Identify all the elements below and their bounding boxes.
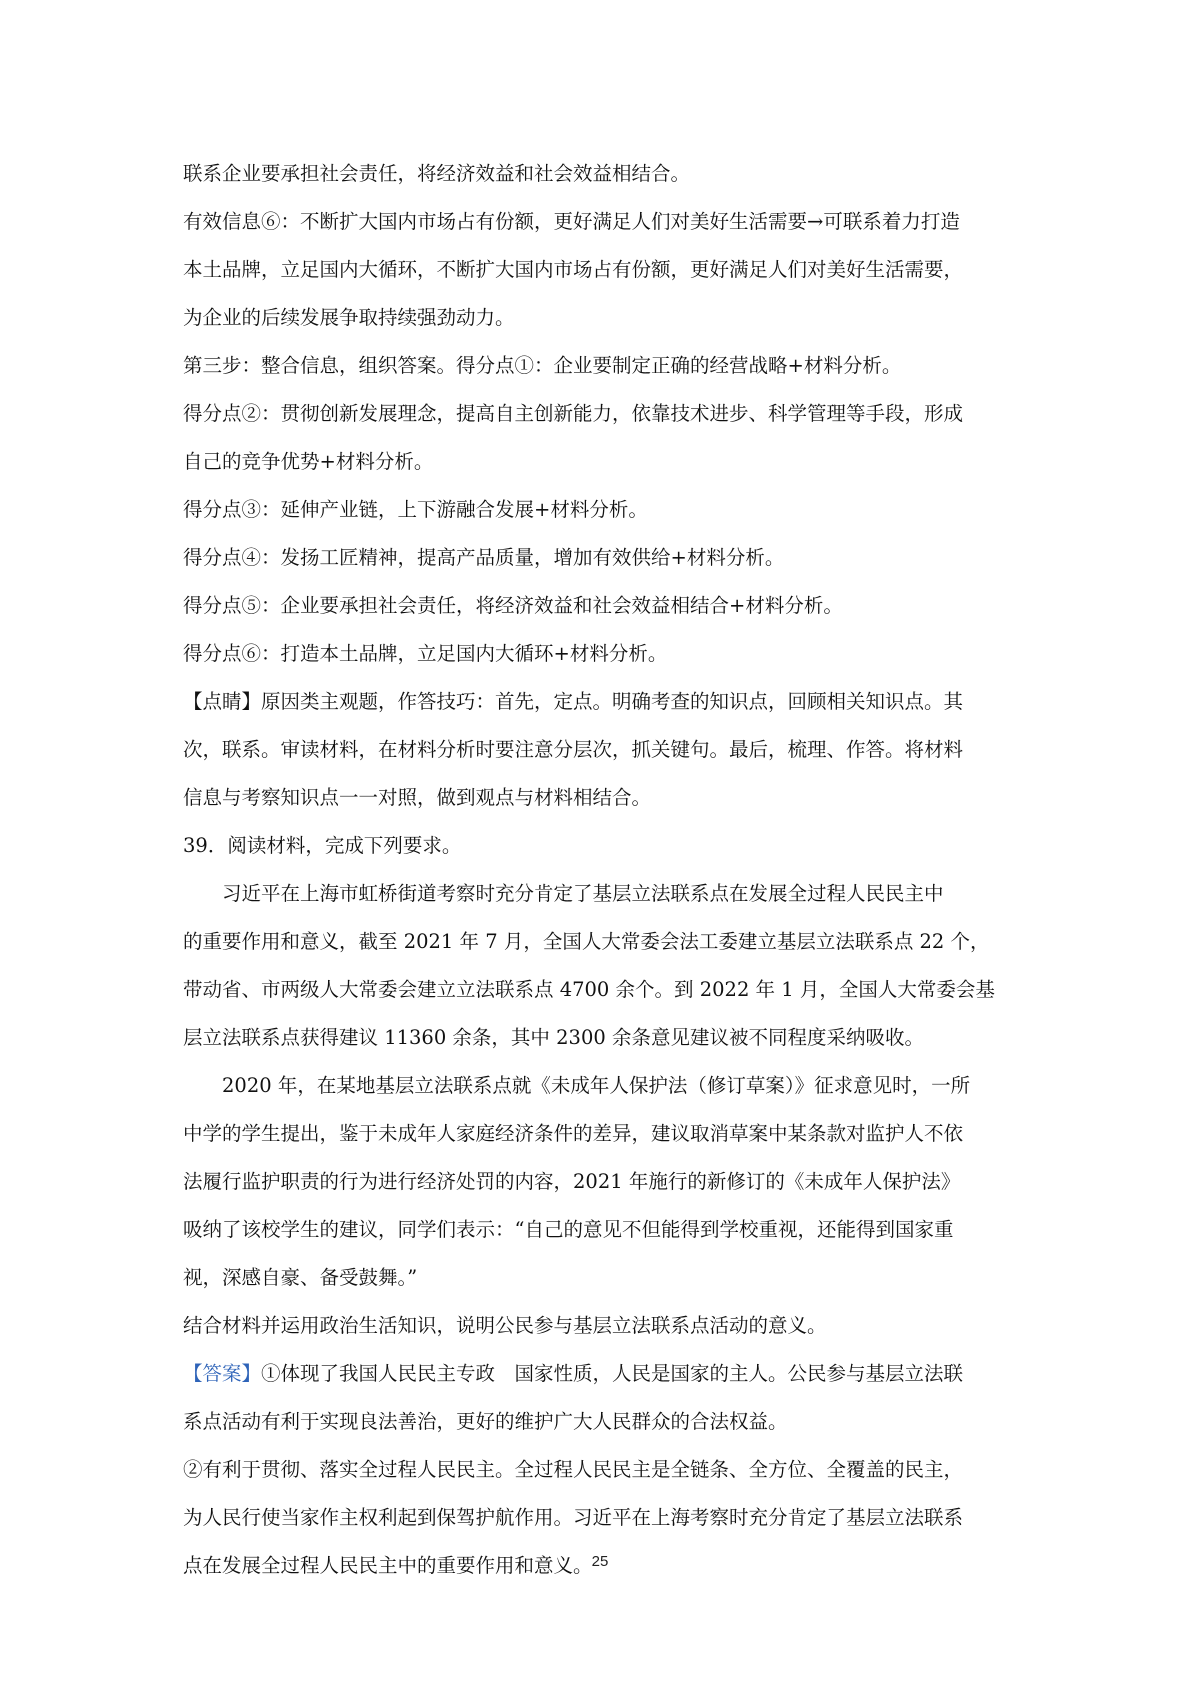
document-body (183, 150, 1023, 1590)
answer-line: 点在发展全过程人民民主中的重要作用和意义。 (183, 1554, 593, 1577)
text-line: 得分点②：贯彻创新发展理念，提高自主创新能力，依靠技术进步、科学管理等手段，形成 (183, 402, 964, 425)
material-line: 2020 年，在某地基层立法联系点就《未成年人保护法（修订草案）》征求意见时，一所 (222, 1074, 971, 1097)
material-line: 带动省、市两级人大常委会建立立法联系点 4700 余个。到 2022 年 1 月，全国人大常委会基 (183, 978, 995, 1001)
material-line: 视，深感自豪、备受鼓舞。” (183, 1266, 418, 1289)
material-line: 的重要作用和意义，截至 2021 年 7 月，全国人大常委会法工委建立基层立法联系点 22 个， (183, 930, 990, 953)
text-line: 联系企业要承担社会责任，将经济效益和社会效益相结合。 (183, 162, 691, 185)
answer-line: 系点活动有利于实现良法善治，更好的维护广大人民群众的合法权益。 (183, 1410, 788, 1433)
text-line: 为企业的后续发展争取持续强劲动力。 (183, 306, 515, 329)
answer-first-line (183, 1350, 1023, 1398)
text-line: 信息与考察知识点一一对照，做到观点与材料相结合。 (183, 786, 652, 809)
text-line: 得分点③：延伸产业链，上下游融合发展+材料分析。 (183, 498, 648, 521)
material-paragraph-2 (183, 1062, 1023, 1302)
text-line: 第三步：整合信息，组织答案。得分点①：企业要制定正确的经营战略+材料分析。 (183, 354, 902, 377)
text-line: 本土品牌，立足国内大循环，不断扩大国内市场占有份额，更好满足人们对美好生活需要， (183, 258, 964, 281)
material-line: 层立法联系点获得建议 11360 余条，其中 2300 余条意见建议被不同程度采纳吸收。 (183, 1026, 924, 1049)
material-paragraph-1 (183, 870, 1023, 1062)
answer-tag: 【答案】 (183, 1362, 262, 1385)
page-number: 25 (591, 1553, 609, 1570)
text-line: 有效信息⑥：不断扩大国内市场占有份额，更好满足人们对美好生活需要→可联系着力打造 (183, 210, 960, 233)
material-line: 法履行监护职责的行为进行经济处罚的内容，2021 年施行的新修订的《未成年人保护法》 (183, 1170, 961, 1193)
material-line: 吸纳了该校学生的建议，同学们表示：“自己的意见不但能得到学校重视，还能得到国家重 (183, 1218, 954, 1241)
text-line: 得分点④：发扬工匠精神，提高产品质量，增加有效供给+材料分析。 (183, 546, 785, 569)
text-line: 得分点⑤：企业要承担社会责任，将经济效益和社会效益相结合+材料分析。 (183, 594, 843, 617)
answer-line: 为人民行使当家作主权利起到保驾护航作用。习近平在上海考察时充分肯定了基层立法联系 (183, 1506, 964, 1529)
question-number-39: 39．阅读材料，完成下列要求。 (183, 834, 462, 857)
answer-line: ②有利于贯彻、落实全过程人民民主。全过程人民民主是全链条、全方位、全覆盖的民主， (183, 1458, 964, 1481)
text-line: 自己的竞争优势+材料分析。 (183, 450, 434, 473)
text-line: 得分点⑥：打造本土品牌，立足国内大循环+材料分析。 (183, 642, 668, 665)
material-line: 中学的学生提出，鉴于未成年人家庭经济条件的差异，建议取消草案中某条款对监护人不依 (183, 1122, 964, 1145)
dianjing-line: 【点睛】原因类主观题，作答技巧：首先，定点。明确考查的知识点，回顾相关知识点。其 (183, 690, 964, 713)
answer-text: ①体现了我国人民民主专政 国家性质，人民是国家的主人。公民参与基层立法联 (261, 1362, 964, 1385)
material-line: 习近平在上海市虹桥街道考察时充分肯定了基层立法联系点在发展全过程人民民主中 (222, 882, 944, 905)
question-prompt: 结合材料并运用政治生活知识，说明公民参与基层立法联系点活动的意义。 (183, 1314, 827, 1337)
text-line: 次，联系。审读材料，在材料分析时要注意分层次，抓关键句。最后，梳理、作答。将材料 (183, 738, 964, 761)
